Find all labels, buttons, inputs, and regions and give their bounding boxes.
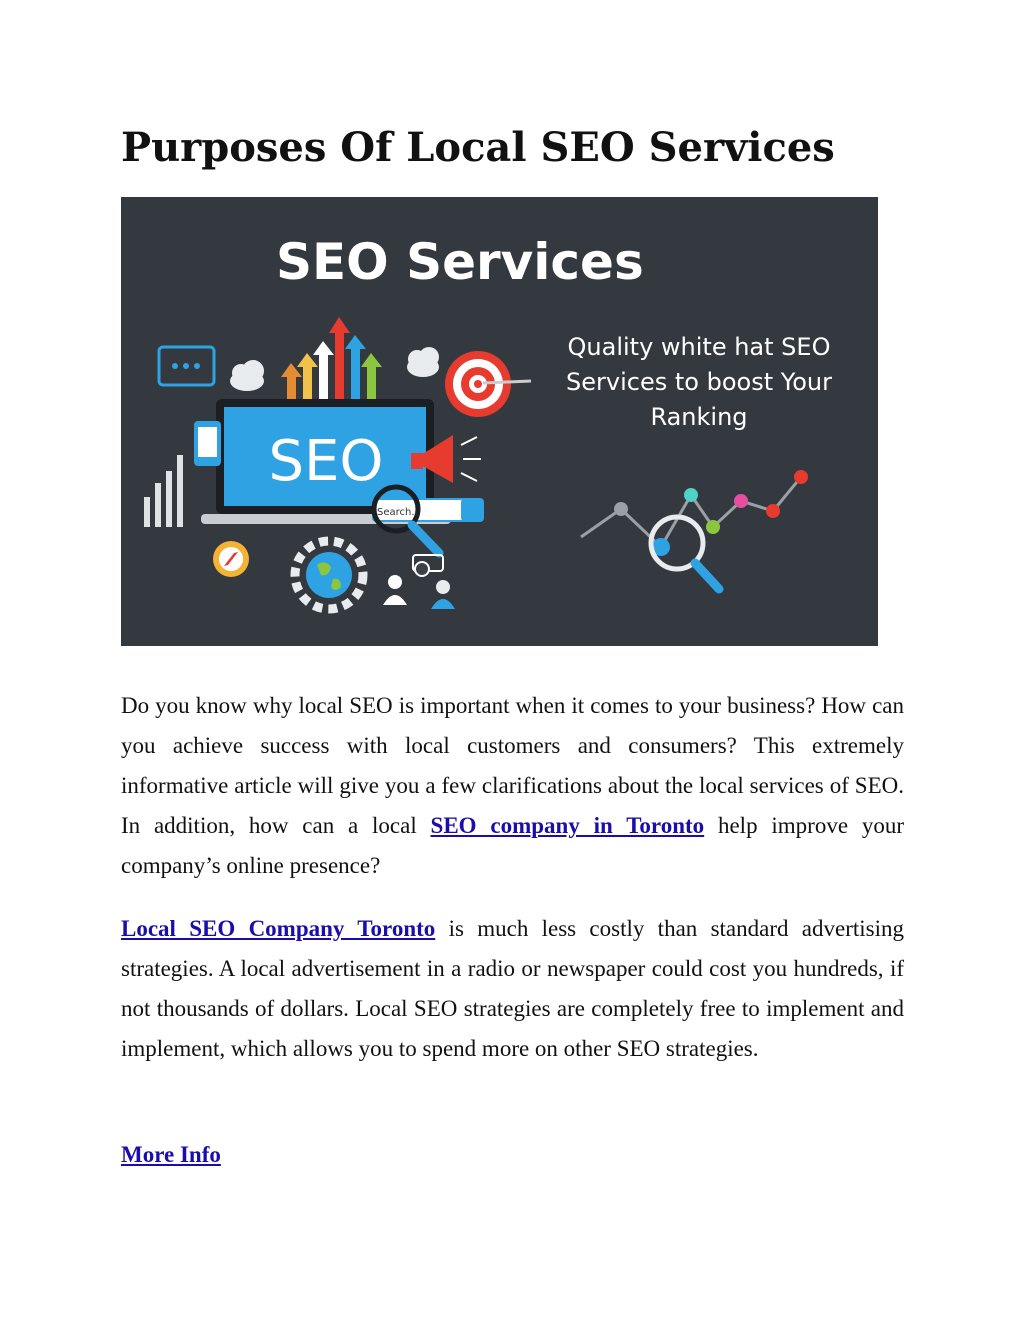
seo-company-toronto-link[interactable]: SEO company in Toronto [430, 813, 705, 838]
chat-bubble-icon [159, 347, 214, 385]
hero-heading: SEO Services [276, 233, 644, 291]
hero-image [121, 197, 878, 646]
target-icon [445, 351, 531, 417]
line-graph-icon [581, 470, 808, 589]
cloud-icon [230, 360, 264, 391]
cost-text-after-link: is much less costly than standard advertising strategies. A local advertisement in a radio or newspaper could cost you hundreds, if not thousands of dollars. Local SEO strategies are completely free to implement and implement, which allows you to spend more on other SEO strategies. [121, 916, 904, 1061]
more-info-link[interactable]: More Info [121, 1142, 221, 1167]
intro-text-before-link: Do you know why local SEO is important when it comes to your business? How can you achieve success with local customers and consumers? This extremely informative article will give you a few clarifications about the local services of SEO. In addition, how can a local [121, 693, 904, 838]
gear-globe-icon [295, 541, 363, 609]
intro-text-after-link: help improve your company’s online presence? [121, 813, 904, 878]
people-icon [383, 555, 455, 609]
cloud-icon [407, 347, 439, 377]
phone-icon [194, 421, 221, 466]
hero-tagline-line-2: Services to boost Your [566, 368, 832, 396]
intro-paragraph [121, 686, 904, 886]
cost-paragraph [121, 909, 904, 1069]
monitor-seo-text: SEO [268, 429, 384, 494]
more-info-paragraph [121, 1135, 221, 1175]
page-title: Purposes Of Local SEO Services [121, 124, 835, 171]
bar-chart-icon [144, 455, 183, 527]
hero-tagline-line-1: Quality white hat SEO [567, 333, 831, 361]
search-box-text: Search... [377, 507, 421, 518]
hero-tagline-line-3: Ranking [650, 403, 748, 431]
growth-arrows-icon [281, 317, 382, 403]
local-seo-company-toronto-link[interactable]: Local SEO Company Toronto [121, 916, 436, 941]
compass-icon [213, 541, 249, 577]
